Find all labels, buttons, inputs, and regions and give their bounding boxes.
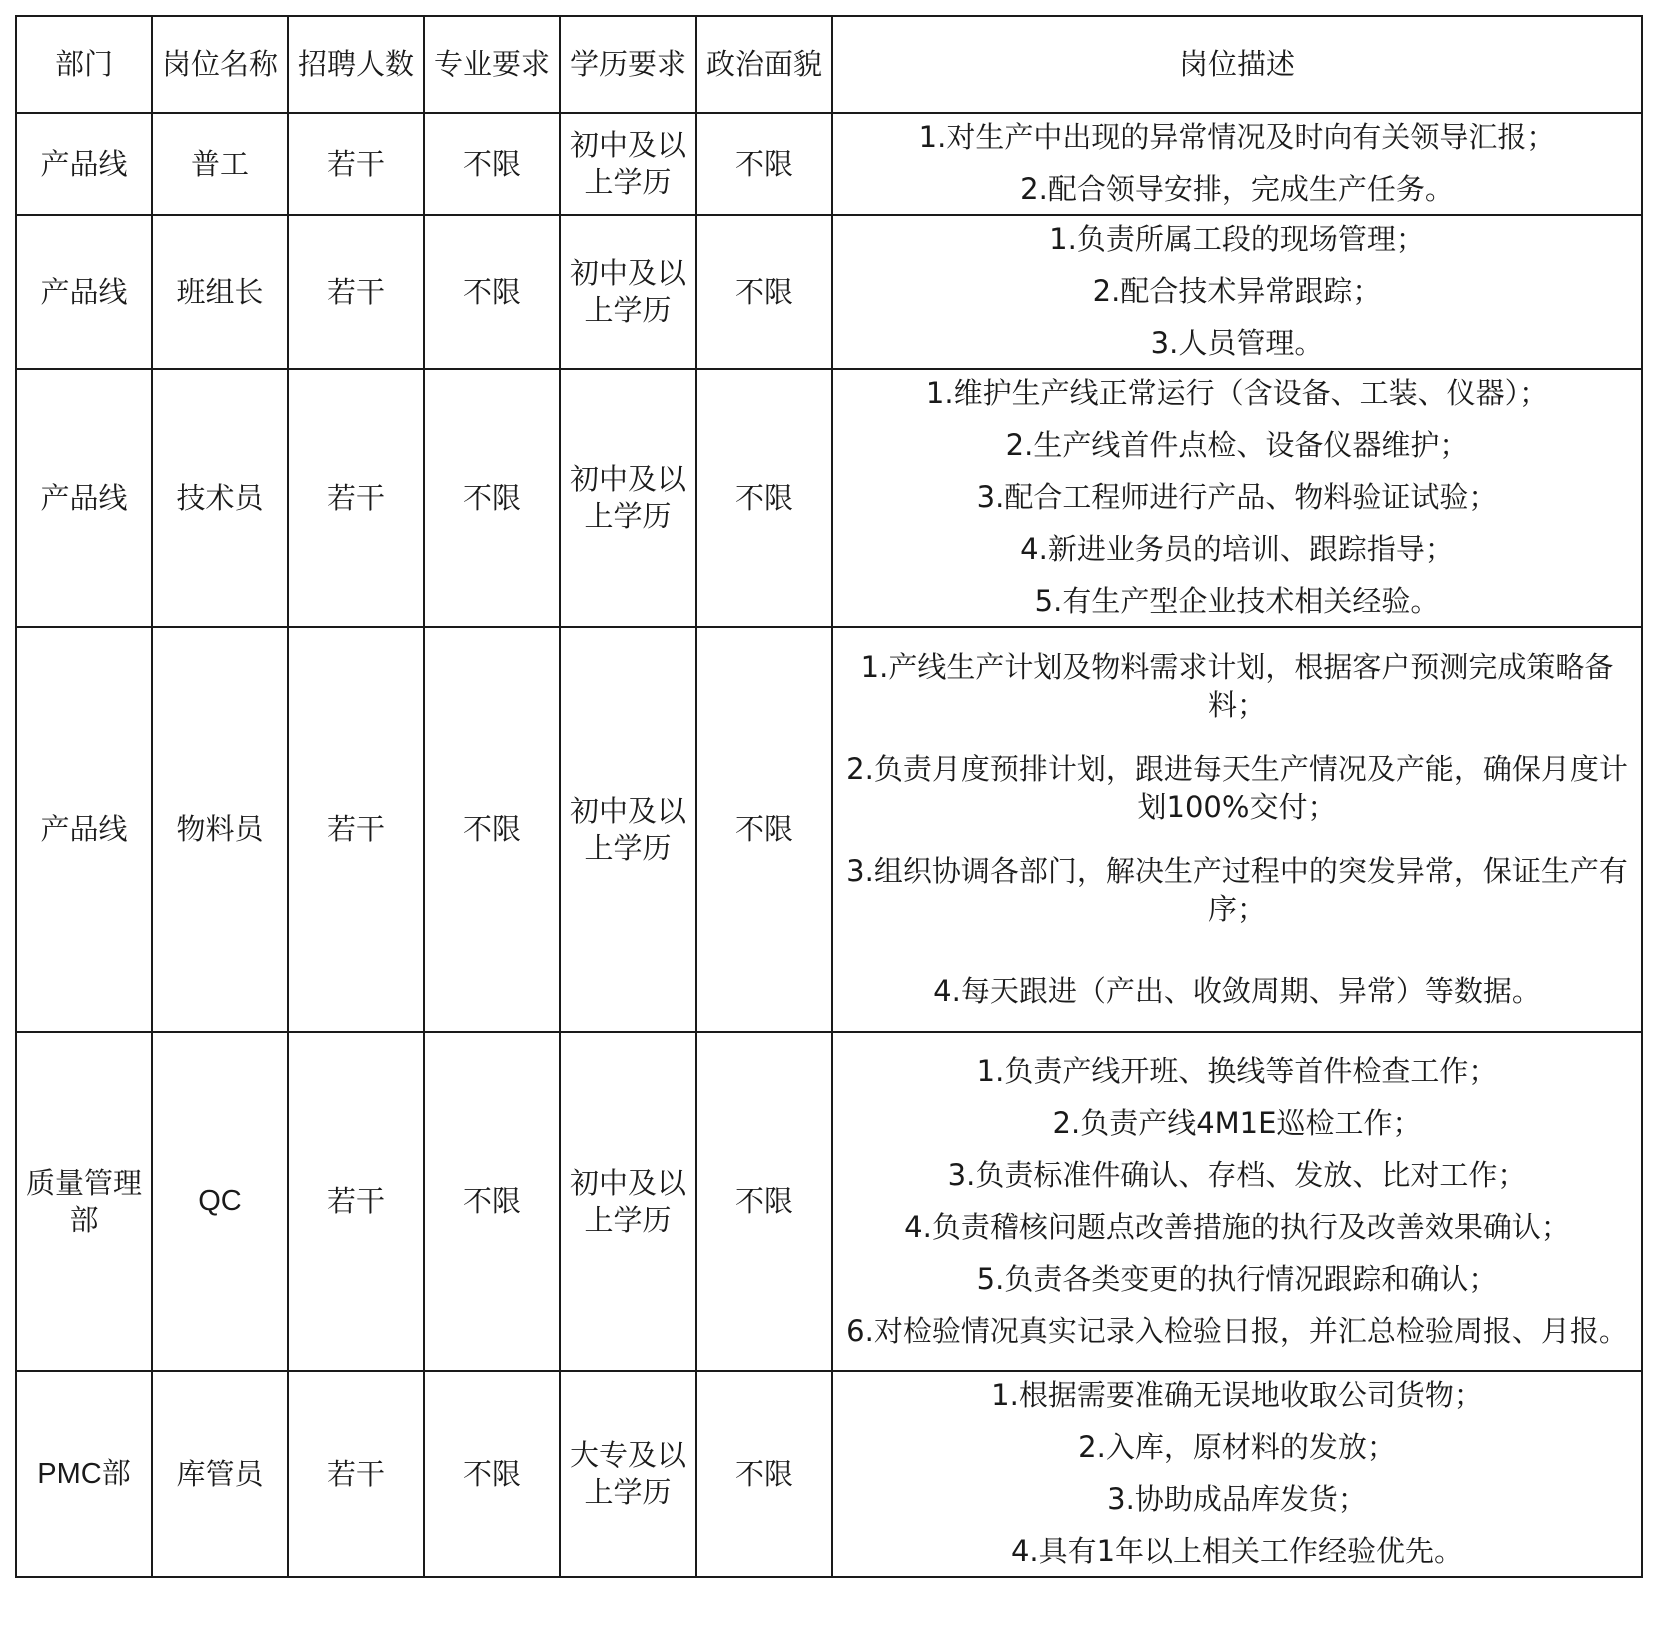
headcount-cell: 若干 xyxy=(288,627,424,1032)
description-cell xyxy=(832,627,1642,1032)
header-education: 学历要求 xyxy=(560,16,696,113)
position-cell: 物料员 xyxy=(152,627,288,1032)
table-row xyxy=(16,113,1642,215)
duty-item: 1.负责产线开班、换线等首件检查工作； xyxy=(976,1053,1498,1088)
position-cell: 技术员 xyxy=(152,369,288,627)
duty-item: 3.人员管理。 xyxy=(1150,326,1324,360)
department-cell: PMC部 xyxy=(16,1371,152,1577)
political-cell: 不限 xyxy=(696,215,832,369)
headcount-cell: 若干 xyxy=(288,369,424,627)
department-cell: 质量管理部 xyxy=(16,1032,152,1371)
duty-item: 3.配合工程师进行产品、物料验证试验； xyxy=(976,480,1498,514)
table-row xyxy=(16,1032,1642,1371)
duty-item: 5.有生产型企业技术相关经验。 xyxy=(1034,584,1440,618)
political-cell: 不限 xyxy=(696,369,832,627)
duty-item: 2.负责产线4M1E巡检工作； xyxy=(1052,1105,1422,1140)
duty-item: 2.负责月度预排计划，跟进每天生产情况及产能，确保月度计划100%交付； xyxy=(846,751,1628,824)
description-cell xyxy=(832,215,1642,369)
political-cell: 不限 xyxy=(696,1032,832,1371)
major-cell: 不限 xyxy=(424,627,560,1032)
duty-item: 3.协助成品库发货； xyxy=(1107,1482,1367,1516)
education-cell: 初中及以上学历 xyxy=(560,215,696,369)
education-cell: 初中及以上学历 xyxy=(560,369,696,627)
duty-item: 1.负责所属工段的现场管理； xyxy=(1049,222,1425,256)
education-cell: 初中及以上学历 xyxy=(560,627,696,1032)
major-cell: 不限 xyxy=(424,113,560,215)
education-cell: 初中及以上学历 xyxy=(560,1032,696,1371)
political-cell: 不限 xyxy=(696,113,832,215)
duty-item: 2.配合技术异常跟踪； xyxy=(1092,274,1382,308)
duty-item: 6.对检验情况真实记录入检验日报，并汇总检验周报、月报。 xyxy=(846,1313,1628,1348)
header-department: 部门 xyxy=(16,16,152,113)
header-political: 政治面貌 xyxy=(696,16,832,113)
duty-item: 1.产线生产计划及物料需求计划，根据客户预测完成策略备料； xyxy=(860,649,1614,722)
major-cell: 不限 xyxy=(424,1032,560,1371)
education-cell: 大专及以上学历 xyxy=(560,1371,696,1577)
headcount-cell: 若干 xyxy=(288,1032,424,1371)
duty-item: 2.入库，原材料的发放； xyxy=(1078,1430,1396,1464)
header-description: 岗位描述 xyxy=(832,16,1642,113)
description-cell xyxy=(832,113,1642,215)
table-row xyxy=(16,627,1642,1032)
major-cell: 不限 xyxy=(424,369,560,627)
political-cell: 不限 xyxy=(696,1371,832,1577)
header-major: 专业要求 xyxy=(424,16,560,113)
header-position: 岗位名称 xyxy=(152,16,288,113)
major-cell: 不限 xyxy=(424,215,560,369)
education-cell: 初中及以上学历 xyxy=(560,113,696,215)
duty-item: 3.负责标准件确认、存档、发放、比对工作； xyxy=(947,1157,1527,1192)
duty-item: 1.对生产中出现的异常情况及时向有关领导汇报； xyxy=(918,120,1556,154)
department-cell: 产品线 xyxy=(16,627,152,1032)
description-cell xyxy=(832,1371,1642,1577)
table-row xyxy=(16,215,1642,369)
duty-item: 4.具有1年以上相关工作经验优先。 xyxy=(1010,1534,1464,1568)
description-cell xyxy=(832,1032,1642,1371)
department-cell: 产品线 xyxy=(16,215,152,369)
table-row xyxy=(16,369,1642,627)
description-cell xyxy=(832,369,1642,627)
department-cell: 产品线 xyxy=(16,113,152,215)
recruitment-table xyxy=(15,15,1643,1578)
political-cell: 不限 xyxy=(696,627,832,1032)
position-cell: 班组长 xyxy=(152,215,288,369)
headcount-cell: 若干 xyxy=(288,113,424,215)
position-cell: QC xyxy=(152,1032,288,1371)
duty-item: 1.维护生产线正常运行（含设备、工装、仪器）； xyxy=(925,376,1549,410)
duty-item: 4.每天跟进（产出、收敛周期、异常）等数据。 xyxy=(933,973,1541,1008)
duty-item: 2.生产线首件点检、设备仪器维护； xyxy=(1005,428,1469,462)
department-cell: 产品线 xyxy=(16,369,152,627)
duty-item: 3.组织协调各部门，解决生产过程中的突发异常，保证生产有序； xyxy=(846,853,1628,926)
duty-item: 5.负责各类变更的执行情况跟踪和确认； xyxy=(976,1261,1498,1296)
duty-item: 2.配合领导安排，完成生产任务。 xyxy=(1020,172,1454,206)
header-row xyxy=(16,16,1642,113)
position-cell: 库管员 xyxy=(152,1371,288,1577)
duty-item: 4.负责稽核问题点改善措施的执行及改善效果确认； xyxy=(904,1209,1570,1244)
headcount-cell: 若干 xyxy=(288,1371,424,1577)
headcount-cell: 若干 xyxy=(288,215,424,369)
duty-item: 1.根据需要准确无误地收取公司货物； xyxy=(991,1378,1483,1412)
header-headcount: 招聘人数 xyxy=(288,16,424,113)
major-cell: 不限 xyxy=(424,1371,560,1577)
duty-item: 4.新进业务员的培训、跟踪指导； xyxy=(1020,532,1454,566)
table-row xyxy=(16,1371,1642,1577)
position-cell: 普工 xyxy=(152,113,288,215)
